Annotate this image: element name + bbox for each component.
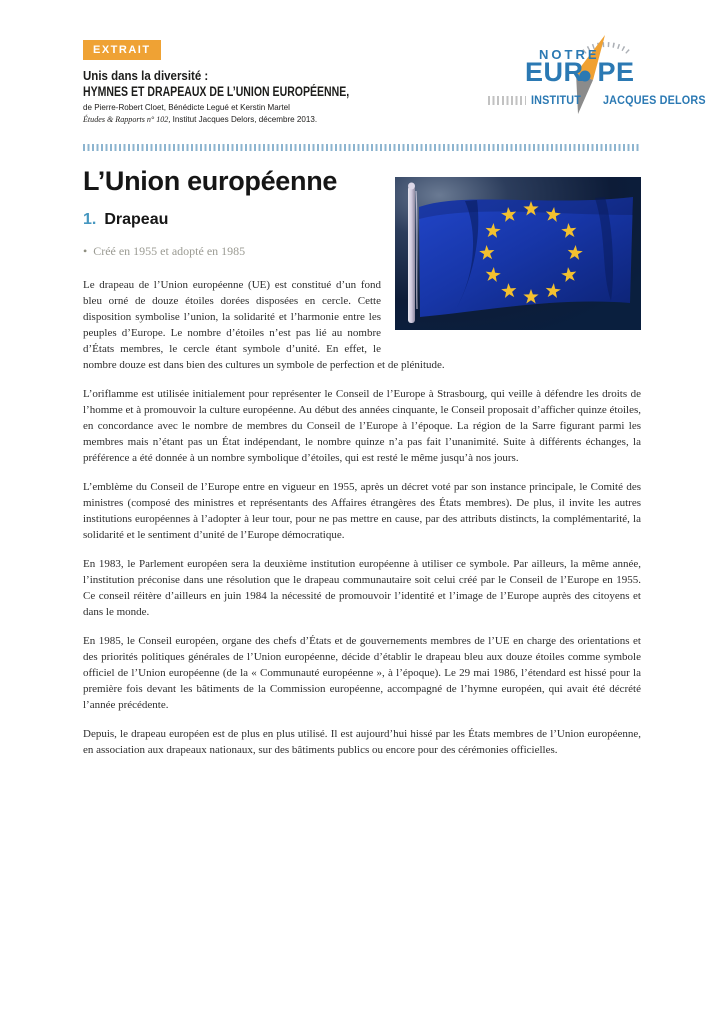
bullet-text: Créé en 1955 et adopté en 1985 [93,244,246,258]
reference-rest: Institut Jacques Delors, décembre 2013. [170,114,318,124]
page-header [83,40,706,128]
publication-title: HYMNES ET DRAPEAUX DE L’UNION EUROPÉENNE, [83,84,350,99]
logo-institut-text: INSTITUT [531,93,582,107]
paragraph-5: En 1985, le Conseil européen, organe des chefs d’États et de gouvernements membres de l’UE en charge des orientations et des priorités politiques générales de l’Union européenne, décide d’établir le drapeau bleu aux douze étoiles comme symbole officiel de l’Union européenne (de la « Communauté européenne », à l’époque). Le 29 mai 1986, l’étendard est hissé pour la première fois devant les bâtiments de la Commission européenne, accompagné de l’hymne européen, qui avait été décrété l’année précédente. [83,635,641,711]
eu-flag-image [395,177,641,330]
logo-notre-text: NOTRE [539,47,600,62]
dashed-divider [83,144,641,151]
extract-badge: EXTRAIT [83,40,161,60]
logo-jacques-delors-text: JACQUES DELORS [602,93,706,107]
reference-italic: Études & Rapports n° 102, [83,114,171,124]
page-title: L’Union européenne [83,166,338,196]
logo-eur: EUR [525,57,584,87]
paragraph-6: Depuis, le drapeau européen est de plus en plus utilisé. Il est aujourd’hui hissé par les États membres de l’Union européenne, en association aux drapeaux nationaux, sur des bâtiments publics ou encore pour des cérémonies officielles. [83,728,641,756]
series-title: Unis dans la diversité : [83,69,209,83]
paragraph-2: L’oriflamme est utilisée initialement pour représenter le Conseil de l’Europe à Strasbourg, qui veille à défendre les droits de l’homme et à promouvoir la culture européenne. Au début des années cinquante, le Conseil proposait d’afficher quinze étoiles, en concordance avec le nombre de membres du Conseil de l’Europe à l’époque. La région de la Sarre figurant parmi les membres mais n’étant pas un État indépendant, le nombre quinze n’a pas fait l’unanimité. Suite à différents échanges, la préférence a été donnée à un nombre symbolique d’étoiles, qui est resté le même jusqu’à nos jours. [83,388,641,464]
paragraph-4: En 1983, le Parlement européen sera la deuxième institution européenne à utiliser ce symbole. Par ailleurs, la même année, l’institution préconise dans une résolution que le drapeau communautaire soit celui créé par le Conseil de l’Europe en 1955. Ce conseil réitère d’ailleurs en juin 1984 la nécessité de promouvoir l’identité et l’image de l’Europe auprès des citoyens et dans le monde. [83,558,641,618]
authors-line: de Pierre-Robert Cloet, Bénédicte Legué et Kerstin Martel [83,102,290,112]
logo-pe: PE [597,57,635,87]
paragraph-3: L’emblème du Conseil de l’Europe entre en vigueur en 1955, après un décret voté par son instance principale, le Comité des ministres (composé des ministres et représentants des Affaires étrangères des États membres). De plus, il invite les autres institutions européennes à l’adopter à leur tour, pour ne pas mettre en cause, par des attributs distincts, la complémentarité, la solidarité et le sentiment d’unité de l’Europe démocratique. [83,481,641,541]
section-title: Drapeau [104,211,169,228]
bullet-icon: • [83,244,88,258]
notre-europe-logo [488,34,706,124]
logo-tick-bars-icon [488,96,526,105]
logo-europe-text [525,59,635,86]
logo-institute-row [488,93,717,107]
paragraph-1: Le drapeau de l’Union européenne (UE) est constitué d’un fond bleu orné de douze étoiles dorées disposées en cercle. Cette disposition symbolise l’union, la solidarité et l’harmonie entre les peuples d’Europe. Le nombre d’étoiles n’est pas lié au nombre d’États membres, le cercle étant symbole d’unité. En effet, le nombre douze est dans bien des cultures un symbole de perfection et de plénitude. [83,279,445,371]
article-body [83,163,641,758]
eu-flag-photo-graphic [395,177,641,330]
section-number: 1. [83,211,97,228]
